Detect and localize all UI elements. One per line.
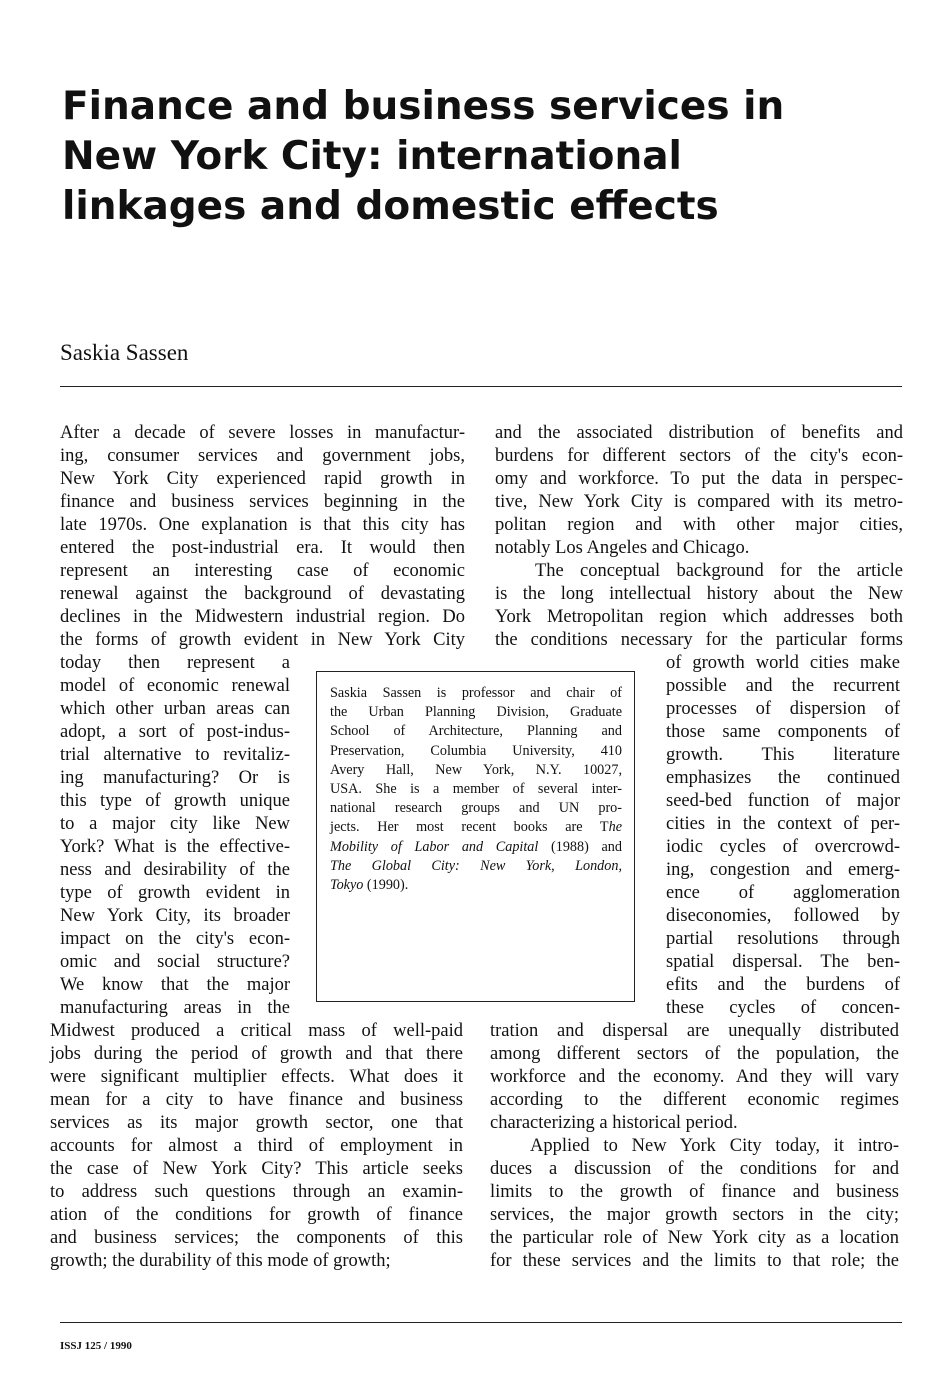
article-title xyxy=(62,82,902,232)
text-line: these cycles of concen- xyxy=(666,998,900,1018)
text-line: late 1970s. One explanation is that this city has xyxy=(60,515,465,535)
text-line: We know that the major xyxy=(60,975,290,995)
text-line: ing, consumer services and government jobs, xyxy=(60,446,465,466)
text-line: renewal against the background of devastating xyxy=(60,584,465,604)
title-line: linkages and domestic effects xyxy=(62,184,719,229)
text-line: the case of New York City? This article seeks xyxy=(50,1159,463,1179)
text-line: ence of agglomeration xyxy=(666,883,900,903)
text-line: partial resolutions through xyxy=(666,929,900,949)
text-line: ing manufacturing? Or is xyxy=(60,768,290,788)
text-line: ation of the conditions for growth of finance xyxy=(50,1205,463,1225)
text-line: services, the major growth sectors in the city; xyxy=(490,1205,899,1225)
text-line: New York City, its broader xyxy=(60,906,290,926)
text-line: and the associated distribution of benefits and xyxy=(495,423,903,443)
bio-line: the Urban Planning Division, Graduate xyxy=(330,704,622,721)
text-line: and business services; the components of this xyxy=(50,1228,463,1248)
text-line: were significant multiplier effects. What does it xyxy=(50,1067,463,1087)
bio-line: Saskia Sassen is professor and chair of xyxy=(330,685,622,701)
text-line: mean for a city to have finance and business xyxy=(50,1090,463,1110)
text-line: spatial dispersal. The ben- xyxy=(666,952,900,972)
text-line: York? What is the effective- xyxy=(60,837,290,857)
text-line: declines in the Midwestern industrial region. Do xyxy=(60,607,465,627)
text-line: of growth world cities make xyxy=(666,653,900,673)
author-name: Saskia Sassen xyxy=(60,340,189,365)
text-line: possible and the recurrent xyxy=(666,676,900,696)
title-line: New York City: international xyxy=(62,134,682,179)
bio-line: Avery Hall, New York, N.Y. 10027, xyxy=(330,761,622,778)
text-line: adopt, a sort of post-indus- xyxy=(60,722,290,742)
bio-line: jects. Her most recent books are The xyxy=(330,819,622,836)
text-line: Midwest produced a critical mass of well-paid xyxy=(50,1021,463,1041)
text-line: New York City experienced rapid growth in xyxy=(60,469,465,489)
bio-line: The Global City: New York, London, xyxy=(330,857,622,874)
text-line: After a decade of severe losses in manufactur- xyxy=(60,423,465,443)
text-line: emphasizes the continued xyxy=(666,768,900,788)
text-line: the particular role of New York city as a location xyxy=(490,1228,899,1248)
text-line: today then represent a xyxy=(60,653,290,673)
footer-divider xyxy=(60,1322,902,1323)
text-line: accounts for almost a third of employment in xyxy=(50,1136,463,1156)
text-line: finance and business services beginning in the xyxy=(60,492,465,512)
text-line: impact on the city's econ- xyxy=(60,929,290,949)
journal-footer: ISSJ 125 / 1990 xyxy=(60,1340,132,1352)
text-line: Applied to New York City today, it intro- xyxy=(530,1136,899,1156)
text-line: limits to the growth of finance and business xyxy=(490,1182,899,1202)
text-line: notably Los Angeles and Chicago. xyxy=(495,538,750,558)
text-line: entered the post-industrial era. It would then xyxy=(60,538,465,558)
text-line: diseconomies, followed by xyxy=(666,906,900,926)
text-line: for these services and the limits to that role; the xyxy=(490,1251,899,1271)
bio-line: national research groups and UN pro- xyxy=(330,800,622,817)
text-line: ing, congestion and emerg- xyxy=(666,860,900,880)
text-line: duces a discussion of the conditions for and xyxy=(490,1159,899,1179)
text-line: cities in the context of per- xyxy=(666,814,900,834)
text-line: jobs during the period of growth and that there xyxy=(50,1044,463,1064)
text-line: among different sectors of the population, the xyxy=(490,1044,899,1064)
text-line: this type of growth unique xyxy=(60,791,290,811)
title-line: Finance and business services in xyxy=(62,84,785,129)
text-line: omy and workforce. To put the data in perspec- xyxy=(495,469,903,489)
bio-line: Preservation, Columbia University, 410 xyxy=(330,742,622,759)
text-line: efits and the burdens of xyxy=(666,975,900,995)
text-line: growth. This literature xyxy=(666,745,900,765)
text-line: ness and desirability of the xyxy=(60,860,290,880)
text-line: iodic cycles of overcrowd- xyxy=(666,837,900,857)
text-line: workforce and the economy. And they will vary xyxy=(490,1067,899,1087)
text-line: the forms of growth evident in New York City xyxy=(60,630,465,650)
bio-line: Mobility of Labor and Capital (1988) and xyxy=(330,838,622,855)
text-line: politan region and with other major cities, xyxy=(495,515,903,535)
text-line: York Metropolitan region which addresses both xyxy=(495,607,903,627)
text-line: seed-bed function of major xyxy=(666,791,900,811)
text-line: burdens for different sectors of the city's econ- xyxy=(495,446,903,466)
text-line: which other urban areas can xyxy=(60,699,290,719)
text-line: to a major city like New xyxy=(60,814,290,834)
text-line: those same components of xyxy=(666,722,900,742)
text-line: tive, New York City is compared with its metro- xyxy=(495,492,903,512)
text-line: services as its major growth sector, one that xyxy=(50,1113,463,1133)
bio-line: USA. She is a member of several inter- xyxy=(330,781,622,797)
text-line: growth; the durability of this mode of growth; xyxy=(50,1251,391,1271)
text-line: The conceptual background for the article xyxy=(535,561,903,581)
text-line: the conditions necessary for the particular forms xyxy=(495,630,903,650)
text-line: characterizing a historical period. xyxy=(490,1113,738,1133)
text-line: processes of dispersion of xyxy=(666,699,900,719)
bio-line: School of Architecture, Planning and xyxy=(330,723,622,740)
text-line: tration and dispersal are unequally distributed xyxy=(490,1021,899,1041)
text-line: model of economic renewal xyxy=(60,676,290,696)
text-line: manufacturing areas in the xyxy=(60,998,290,1018)
text-line: according to the different economic regimes xyxy=(490,1090,899,1110)
header-divider xyxy=(60,386,902,387)
text-line: type of growth evident in xyxy=(60,883,290,903)
text-line: omic and social structure? xyxy=(60,952,290,972)
text-line: is the long intellectual history about the New xyxy=(495,584,903,604)
bio-line: Tokyo (1990). xyxy=(330,877,409,893)
text-line: to address such questions through an examin- xyxy=(50,1182,463,1202)
text-line: trial alternative to revitaliz- xyxy=(60,745,290,765)
text-line: represent an interesting case of economic xyxy=(60,561,465,581)
